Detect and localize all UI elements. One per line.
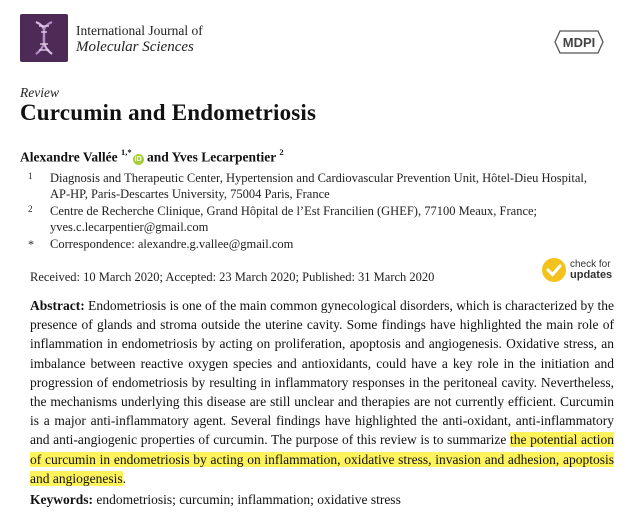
affiliation-line: Centre de Recherche Clinique, Grand Hôpital de l’Est Francilien (GHEF), 77100 Meaux, France;: [50, 204, 538, 218]
affiliation-line: Diagnosis and Therapeutic Center, Hypertension and Cardiovascular Prevention Unit, Hôtel-Dieu Hospital,: [50, 171, 587, 185]
abstract-text: Endometriosis is one of the main common gynecological disorders, which is characterized by the presence of glands and stroma outside the uterine cavity. Some findings have highlighted the main role of inflammation in endometriosis by acting on proliferation, apoptosis and angiogenesis. Oxidative stress, an imbalance between reactive oxygen species and antioxidants, could have a key role in the initiation and progression of endometriosis by resulting in inflammatory responses in the peritoneal cavity. Nevertheless, the mechanisms underlying this disease are still unclear and therapies are not currently efficient. Curcumin is a major anti-inflammatory agent. Several findings have highlighted the anti-oxidant, anti-inflammatory and anti-angiogenic properties of curcumin. The purpose of this review is to summarize: [30, 298, 614, 448]
author-list: [20, 148, 284, 166]
journal-name-line1: International Journal of: [76, 23, 203, 38]
abstract-label: Abstract:: [30, 298, 85, 313]
affiliation-mark: 2: [28, 204, 33, 214]
author-separator: and: [147, 149, 169, 165]
check-for-updates-badge[interactable]: [542, 258, 622, 286]
author-2-affiliation-marks: 2: [279, 147, 284, 157]
keywords-text: endometriosis; curcumin; inflammation; oxidative stress: [93, 492, 401, 507]
check-updates-line1: check for: [570, 259, 611, 270]
affiliation-line: AP-HP, Paris-Descartes University, 75004 Paris, France: [50, 187, 330, 201]
publication-dates: Received: 10 March 2020; Accepted: 23 March 2020; Published: 31 March 2020: [30, 270, 435, 284]
keywords: [30, 492, 401, 508]
correspondence-mark: *: [28, 237, 34, 251]
dna-helix-icon: [20, 14, 68, 62]
author-2-name[interactable]: Yves Lecarpentier: [171, 149, 277, 165]
author-1-affiliation-marks: 1,*: [121, 147, 132, 157]
checkmark-icon: [542, 258, 566, 282]
orcid-icon[interactable]: iD: [134, 155, 142, 163]
keywords-label: Keywords:: [30, 492, 93, 507]
email-link[interactable]: yves.c.lecarpentier@gmail.com: [50, 220, 209, 234]
abstract-highlight: the potential action of curcumin in endometriosis by acting on inflammation, oxidative stress, invasion and adhesion, apoptosis and angiogenesis: [30, 432, 614, 486]
article-title: Curcumin and Endometriosis: [20, 100, 317, 125]
affiliation-mark: 1: [28, 171, 33, 181]
journal-name-line2: Molecular Sciences: [76, 39, 194, 55]
abstract: [30, 296, 614, 488]
correspondence-line[interactable]: Correspondence: alexandre.g.vallee@gmail.com: [50, 237, 294, 251]
author-1-name[interactable]: Alexandre Vallée: [20, 149, 118, 165]
abstract-end: .: [122, 470, 126, 486]
journal-logo: [20, 14, 68, 62]
mdpi-logo-text: MDPI: [562, 35, 596, 50]
article-type: Review: [20, 85, 59, 100]
check-updates-line2: updates: [570, 269, 613, 281]
mdpi-logo: [554, 30, 604, 54]
